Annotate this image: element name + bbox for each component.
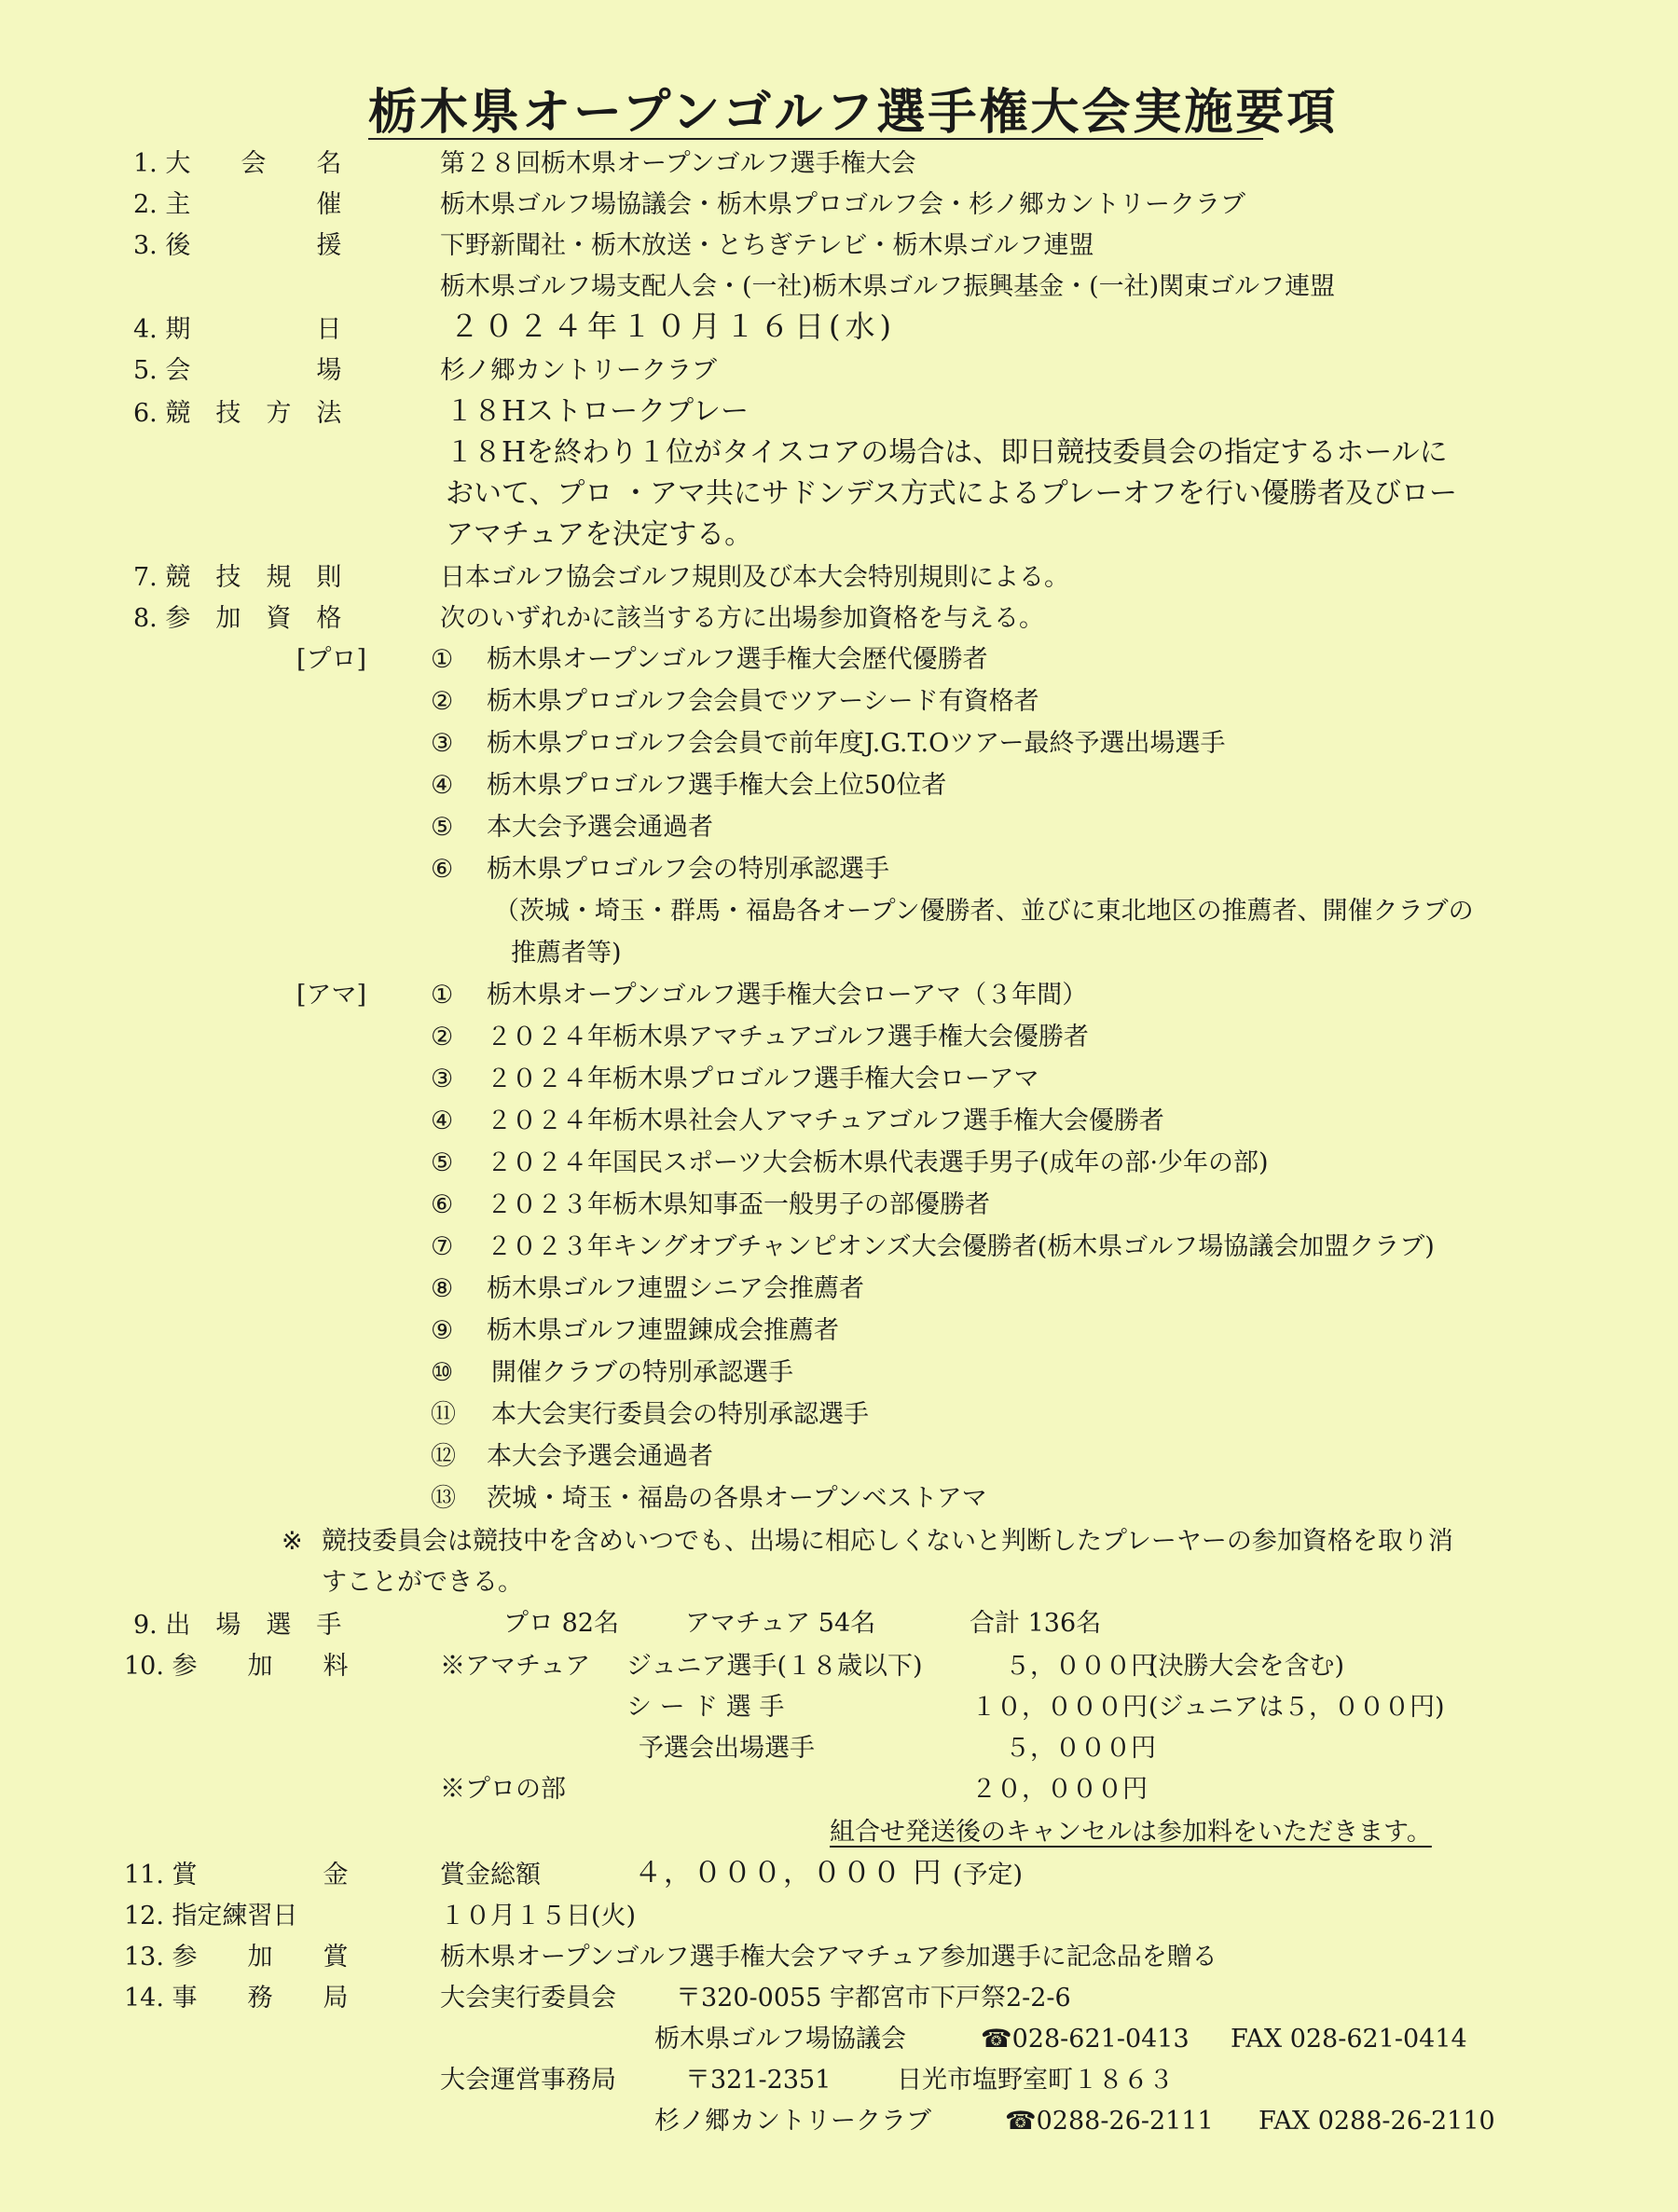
list-item: 栃木県ゴルフ連盟シニア会推薦者 bbox=[487, 1274, 864, 1303]
item-2-value: 栃木県ゴルフ場協議会・栃木県プロゴルフ会・杉ノ郷カントリークラブ bbox=[440, 190, 1245, 219]
pro-count: プロ 82名 bbox=[503, 1609, 619, 1638]
fee-junior-label: ジュニア選手(１８歳以下) bbox=[626, 1652, 923, 1681]
office-club-phone: ☎0288-26-2111 bbox=[1005, 2107, 1214, 2136]
pro-note-line-1: （茨城・埼玉・群馬・福島各オープン優勝者、並びに東北地区の推薦者、開催クラブの bbox=[494, 897, 1474, 926]
list-item-number: ③ bbox=[431, 1065, 454, 1093]
office-association: 栃木県ゴルフ場協議会 bbox=[654, 2025, 906, 2054]
item-3-label: 3. 後 援 bbox=[133, 231, 342, 260]
list-item: 本大会予選会通過者 bbox=[487, 813, 713, 842]
remark-line-2: すことができる。 bbox=[322, 1568, 523, 1597]
item-8-label: 8. 参 加 資 格 bbox=[133, 604, 342, 633]
title-underline bbox=[368, 138, 1263, 140]
office-committee: 大会実行委員会 bbox=[440, 1984, 616, 2013]
ama-count: アマチュア 54名 bbox=[685, 1609, 876, 1638]
fee-pro-label: ※プロの部 bbox=[440, 1775, 566, 1804]
list-item-number: ⑥ bbox=[431, 855, 454, 884]
list-item-number: ② bbox=[431, 687, 454, 716]
list-item: 栃木県ゴルフ連盟錬成会推薦者 bbox=[487, 1316, 839, 1345]
list-item: 栃木県プロゴルフ選手権大会上位50位者 bbox=[487, 771, 947, 800]
list-item-number: ⑬ bbox=[431, 1484, 456, 1513]
remark-line-1: 競技委員会は競技中を含めいつでも、出場に相応しくないと判断したプレーヤーの参加資格を取り消 bbox=[322, 1527, 1453, 1556]
cancellation-note: 組合せ発送後のキャンセルは参加料をいただきます。 bbox=[830, 1818, 1432, 1847]
office-association-fax: FAX 028-621-0414 bbox=[1231, 2025, 1467, 2054]
ama-section-tag: [アマ] bbox=[296, 981, 367, 1010]
office-club-fax: FAX 0288-26-2110 bbox=[1258, 2107, 1495, 2136]
list-item-number: ⑤ bbox=[431, 813, 454, 842]
list-item: ２０２３年キングオブチャンピオンズ大会優勝者(栃木県ゴルフ場協議会加盟クラブ) bbox=[487, 1232, 1435, 1261]
office-operations-postal: 〒321-2351 bbox=[685, 2066, 832, 2095]
item-1-value: 第２８回栃木県オープンゴルフ選手権大会 bbox=[440, 149, 916, 178]
list-item: ２０２４年栃木県プロゴルフ選手権大会ローアマ bbox=[487, 1065, 1039, 1093]
fee-seed-note: (ジュニアは５，０００円) bbox=[1148, 1693, 1445, 1722]
fee-junior-amount: ５，０００円 bbox=[1005, 1652, 1156, 1681]
item-3-value-2: 栃木県ゴルフ場支配人会・(一社)栃木県ゴルフ振興基金・(一社)関東ゴルフ連盟 bbox=[440, 272, 1336, 301]
list-item-number: ⑧ bbox=[431, 1274, 454, 1303]
pro-section-tag: [プロ] bbox=[296, 645, 367, 674]
list-item: 本大会予選会通過者 bbox=[487, 1442, 713, 1471]
item-14-label: 14. 事 務 局 bbox=[124, 1984, 349, 2013]
item-7-label: 7. 競 技 規 則 bbox=[133, 563, 342, 592]
list-item-number: ⑦ bbox=[431, 1232, 454, 1261]
pro-note-line-2: 推薦者等) bbox=[511, 939, 622, 968]
list-item-number: ⑩ bbox=[431, 1358, 454, 1387]
item-5-label: 5. 会 場 bbox=[133, 356, 342, 385]
list-item-number: ⑤ bbox=[431, 1148, 454, 1177]
item-6-label: 6. 競 技 方 法 bbox=[133, 399, 342, 428]
office-operations: 大会運営事務局 bbox=[440, 2066, 616, 2095]
prize-total-label: 賞金総額 bbox=[440, 1861, 541, 1889]
remark-mark: ※ bbox=[282, 1527, 303, 1556]
item-5-value: 杉ノ郷カントリークラブ bbox=[440, 356, 717, 385]
office-committee-address: 〒320-0055 宇都宮市下戸祭2-2-6 bbox=[676, 1984, 1071, 2013]
item-7-value: 日本ゴルフ協会ゴルフ規則及び本大会特別規則による。 bbox=[440, 563, 1069, 592]
item-12-label: 12. 指定練習日 bbox=[124, 1902, 298, 1930]
item-6-line-3: アマチュアを決定する。 bbox=[446, 518, 753, 551]
prize-note: (予定) bbox=[953, 1861, 1024, 1889]
list-item: 栃木県オープンゴルフ選手権大会歴代優勝者 bbox=[487, 645, 988, 674]
list-item-number: ④ bbox=[431, 771, 454, 800]
item-2-label: 2. 主 催 bbox=[133, 190, 342, 219]
list-item: 栃木県オープンゴルフ選手権大会ローアマ（３年間） bbox=[487, 981, 1088, 1010]
fee-qualifier-label: 予選会出場選手 bbox=[639, 1734, 815, 1763]
list-item: 栃木県プロゴルフ会会員で前年度J.G.T.Oツアー最終予選出場選手 bbox=[487, 729, 1226, 758]
list-item: 開催クラブの特別承認選手 bbox=[491, 1358, 793, 1387]
fee-junior-note: (決勝大会を含む) bbox=[1148, 1652, 1345, 1681]
item-6-line-1: １８Hを終わり１位がタイスコアの場合は、即日競技委員会の指定するホールに bbox=[446, 436, 1448, 469]
item-6-value: １８Hストロークプレー bbox=[446, 395, 749, 428]
list-item-number: ① bbox=[431, 981, 454, 1010]
item-6-line-2: おいて、プロ ・アマ共にサドンデス方式によるプレーオフを行い優勝者及びロー bbox=[446, 477, 1458, 510]
list-item-number: ⑨ bbox=[431, 1316, 454, 1345]
list-item-number: ⑫ bbox=[431, 1442, 456, 1471]
list-item-number: ⑥ bbox=[431, 1190, 454, 1219]
list-item: 栃木県プロゴルフ会の特別承認選手 bbox=[487, 855, 889, 884]
item-12-value: １０月１５日(火) bbox=[440, 1902, 637, 1930]
fee-pro-amount: ２０，０００円 bbox=[971, 1775, 1148, 1804]
item-4-value: ２０２４年１０月１６日(水) bbox=[449, 309, 896, 344]
list-item-number: ⑪ bbox=[431, 1400, 456, 1429]
list-item: 栃木県プロゴルフ会会員でツアーシード有資格者 bbox=[487, 687, 1039, 716]
item-13-label: 13. 参 加 賞 bbox=[124, 1943, 349, 1972]
list-item-number: ④ bbox=[431, 1106, 454, 1135]
office-operations-address: 日光市塩野室町１８６３ bbox=[897, 2066, 1174, 2095]
item-10-label: 10. 参 加 料 bbox=[124, 1652, 349, 1681]
total-count: 合計 136名 bbox=[970, 1609, 1102, 1638]
office-association-phone: ☎028-621-0413 bbox=[981, 2025, 1190, 2054]
list-item-number: ② bbox=[431, 1023, 454, 1051]
item-8-value: 次のいずれかに該当する方に出場参加資格を与える。 bbox=[440, 604, 1044, 633]
list-item: 本大会実行委員会の特別承認選手 bbox=[491, 1400, 869, 1429]
item-13-value: 栃木県オープンゴルフ選手権大会アマチュア参加選手に記念品を贈る bbox=[440, 1943, 1217, 1972]
fee-qualifier-amount: ５，０００円 bbox=[1005, 1734, 1156, 1763]
item-1-label: 1. 大 会 名 bbox=[133, 149, 342, 178]
page-title: 栃木県オープンゴルフ選手権大会実施要項 bbox=[368, 85, 1339, 141]
fee-seed-amount: １０，０００円 bbox=[971, 1693, 1148, 1722]
fee-seed-label: シ ー ド 選 手 bbox=[626, 1693, 785, 1722]
list-item: ２０２３年栃木県知事盃一般男子の部優勝者 bbox=[487, 1190, 990, 1219]
item-3-value: 下野新聞社・栃木放送・とちぎテレビ・栃木県ゴルフ連盟 bbox=[440, 231, 1094, 260]
item-4-label: 4. 期 日 bbox=[133, 315, 342, 344]
item-11-label: 11. 賞 金 bbox=[124, 1861, 349, 1889]
list-item: ２０２４年栃木県社会人アマチュアゴルフ選手権大会優勝者 bbox=[487, 1106, 1164, 1135]
office-club: 杉ノ郷カントリークラブ bbox=[654, 2107, 931, 2136]
item-9-label: 9. 出 場 選 手 bbox=[133, 1611, 342, 1640]
list-item: ２０２４年栃木県アマチュアゴルフ選手権大会優勝者 bbox=[487, 1023, 1089, 1051]
list-item-number: ③ bbox=[431, 729, 454, 758]
fee-amateur-heading: ※アマチュア bbox=[440, 1652, 591, 1681]
prize-total-amount: ４，０００，０００ 円 bbox=[634, 1857, 943, 1889]
list-item: 茨城・埼玉・福島の各県オープンベストアマ bbox=[487, 1484, 987, 1513]
list-item-number: ① bbox=[431, 645, 454, 674]
list-item: ２０２４年国民スポーツ大会栃木県代表選手男子(成年の部·少年の部) bbox=[487, 1148, 1269, 1177]
